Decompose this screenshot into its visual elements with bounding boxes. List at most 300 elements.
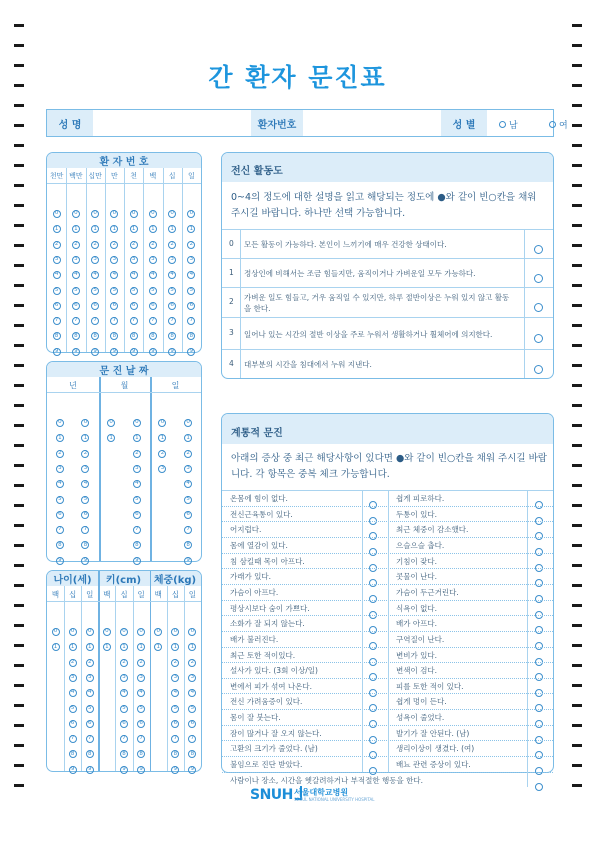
digit-cell[interactable] xyxy=(115,657,132,669)
digit-bubble[interactable]: 3 xyxy=(168,256,176,264)
digit-cell[interactable] xyxy=(143,254,162,266)
digit-bubble[interactable]: 3 xyxy=(81,465,89,473)
digit-cell[interactable] xyxy=(64,626,81,638)
digit-bubble[interactable]: 0 xyxy=(158,419,166,427)
digit-bubble[interactable]: 1 xyxy=(187,225,195,233)
activity-level-option[interactable] xyxy=(534,359,543,378)
digit-cell[interactable] xyxy=(167,703,184,715)
digit-bubble[interactable]: 0 xyxy=(130,210,138,218)
digit-cell[interactable] xyxy=(115,733,132,745)
digit-bubble[interactable]: 4 xyxy=(171,689,179,697)
digit-bubble[interactable]: 3 xyxy=(158,465,166,473)
digit-bubble[interactable]: 0 xyxy=(110,210,118,218)
digit-cell[interactable] xyxy=(182,330,201,342)
digit-bubble[interactable]: 1 xyxy=(86,643,94,651)
digit-bubble[interactable]: 5 xyxy=(91,287,99,295)
digit-cell[interactable] xyxy=(115,687,132,699)
digit-bubble[interactable]: 5 xyxy=(188,705,196,713)
digit-cell[interactable] xyxy=(133,718,150,730)
digit-cell[interactable] xyxy=(124,448,150,460)
digit-bubble[interactable]: 7 xyxy=(86,735,94,743)
digit-cell[interactable] xyxy=(64,748,81,760)
digit-bubble[interactable]: 6 xyxy=(130,302,138,310)
digit-bubble[interactable]: 5 xyxy=(149,287,157,295)
digit-cell[interactable] xyxy=(133,764,150,776)
digit-bubble[interactable]: 9 xyxy=(56,557,64,565)
digit-bubble[interactable]: 5 xyxy=(171,705,179,713)
digit-bubble[interactable]: 3 xyxy=(110,256,118,264)
digit-bubble[interactable]: 7 xyxy=(72,317,80,325)
digit-cell[interactable] xyxy=(86,254,105,266)
digit-cell[interactable] xyxy=(184,672,201,684)
digit-cell[interactable] xyxy=(47,285,66,297)
digit-bubble[interactable]: 5 xyxy=(56,496,64,504)
digit-cell[interactable] xyxy=(98,432,124,444)
digit-cell[interactable] xyxy=(184,687,201,699)
digit-bubble[interactable]: 9 xyxy=(184,557,192,565)
digit-cell[interactable] xyxy=(150,463,176,475)
digit-cell[interactable] xyxy=(163,346,182,358)
digit-bubble[interactable]: 0 xyxy=(81,419,89,427)
digit-cell[interactable] xyxy=(124,432,150,444)
digit-bubble[interactable]: 2 xyxy=(72,241,80,249)
digit-bubble[interactable]: 2 xyxy=(56,450,64,458)
digit-bubble[interactable]: 8 xyxy=(53,332,61,340)
digit-cell[interactable] xyxy=(175,448,201,460)
digit-bubble[interactable]: 2 xyxy=(168,241,176,249)
digit-cell[interactable] xyxy=(105,254,124,266)
digit-cell[interactable] xyxy=(73,555,99,567)
digit-cell[interactable] xyxy=(86,285,105,297)
activity-level-option[interactable] xyxy=(534,328,543,347)
digit-cell[interactable] xyxy=(47,269,66,281)
digit-cell[interactable] xyxy=(175,432,201,444)
digit-cell[interactable] xyxy=(47,448,73,460)
digit-bubble[interactable]: 2 xyxy=(130,241,138,249)
digit-cell[interactable] xyxy=(73,509,99,521)
digit-cell[interactable] xyxy=(167,748,184,760)
digit-bubble[interactable]: 4 xyxy=(187,271,195,279)
digit-bubble[interactable]: 0 xyxy=(103,628,111,636)
digit-cell[interactable] xyxy=(182,315,201,327)
digit-cell[interactable] xyxy=(124,285,143,297)
digit-bubble[interactable]: 1 xyxy=(171,643,179,651)
digit-cell[interactable] xyxy=(115,641,132,653)
digit-cell[interactable] xyxy=(47,254,66,266)
digit-bubble[interactable]: 5 xyxy=(69,705,77,713)
digit-bubble[interactable]: 3 xyxy=(137,674,145,682)
digit-bubble[interactable]: 6 xyxy=(137,720,145,728)
digit-cell[interactable] xyxy=(47,300,66,312)
digit-bubble[interactable]: 0 xyxy=(72,210,80,218)
activity-level-option[interactable] xyxy=(534,268,543,287)
digit-bubble[interactable]: 7 xyxy=(110,317,118,325)
digit-cell[interactable] xyxy=(115,748,132,760)
digit-bubble[interactable]: 7 xyxy=(53,317,61,325)
digit-cell[interactable] xyxy=(81,641,98,653)
digit-cell[interactable] xyxy=(124,509,150,521)
digit-bubble[interactable]: 3 xyxy=(86,674,94,682)
digit-bubble[interactable]: 2 xyxy=(149,241,157,249)
digit-bubble[interactable]: 6 xyxy=(81,511,89,519)
digit-cell[interactable] xyxy=(73,524,99,536)
digit-bubble[interactable]: 8 xyxy=(187,332,195,340)
digit-bubble[interactable]: 7 xyxy=(184,526,192,534)
digit-bubble[interactable]: 1 xyxy=(69,643,77,651)
digit-bubble[interactable]: 2 xyxy=(86,659,94,667)
digit-bubble[interactable]: 4 xyxy=(133,480,141,488)
digit-bubble[interactable]: 4 xyxy=(188,689,196,697)
digit-bubble[interactable]: 3 xyxy=(149,256,157,264)
name-field[interactable] xyxy=(93,110,251,136)
digit-cell[interactable] xyxy=(133,657,150,669)
digit-bubble[interactable]: 6 xyxy=(133,511,141,519)
patient-number-field[interactable] xyxy=(303,110,441,136)
digit-cell[interactable] xyxy=(167,641,184,653)
digit-cell[interactable] xyxy=(81,748,98,760)
digit-cell[interactable] xyxy=(167,764,184,776)
digit-bubble[interactable]: 7 xyxy=(137,735,145,743)
digit-cell[interactable] xyxy=(175,509,201,521)
digit-cell[interactable] xyxy=(81,672,98,684)
digit-cell[interactable] xyxy=(150,626,167,638)
digit-cell[interactable] xyxy=(47,208,66,220)
digit-bubble[interactable]: 1 xyxy=(72,225,80,233)
digit-cell[interactable] xyxy=(124,315,143,327)
digit-cell[interactable] xyxy=(163,239,182,251)
digit-cell[interactable] xyxy=(143,269,162,281)
digit-cell[interactable] xyxy=(47,555,73,567)
digit-cell[interactable] xyxy=(124,239,143,251)
digit-bubble[interactable]: 8 xyxy=(149,332,157,340)
digit-cell[interactable] xyxy=(47,223,66,235)
digit-cell[interactable] xyxy=(182,223,201,235)
digit-bubble[interactable]: 0 xyxy=(171,628,179,636)
digit-bubble[interactable]: 0 xyxy=(53,210,61,218)
digit-bubble[interactable]: 8 xyxy=(81,541,89,549)
digit-cell[interactable] xyxy=(184,703,201,715)
digit-cell[interactable] xyxy=(81,764,98,776)
digit-cell[interactable] xyxy=(124,555,150,567)
digit-cell[interactable] xyxy=(150,417,176,429)
digit-bubble[interactable]: 7 xyxy=(69,735,77,743)
digit-bubble[interactable]: 0 xyxy=(86,628,94,636)
digit-cell[interactable] xyxy=(47,346,66,358)
digit-cell[interactable] xyxy=(47,432,73,444)
digit-bubble[interactable]: 5 xyxy=(86,705,94,713)
digit-bubble[interactable]: 3 xyxy=(69,674,77,682)
digit-bubble[interactable]: 6 xyxy=(149,302,157,310)
digit-bubble[interactable]: 9 xyxy=(130,348,138,356)
digit-bubble[interactable]: 1 xyxy=(158,434,166,442)
digit-cell[interactable] xyxy=(47,315,66,327)
digit-bubble[interactable]: 4 xyxy=(91,271,99,279)
digit-cell[interactable] xyxy=(184,626,201,638)
digit-cell[interactable] xyxy=(64,687,81,699)
digit-bubble[interactable]: 9 xyxy=(168,348,176,356)
digit-bubble[interactable]: 9 xyxy=(188,766,196,774)
activity-level-option[interactable] xyxy=(534,239,543,258)
digit-bubble[interactable]: 4 xyxy=(168,271,176,279)
digit-cell[interactable] xyxy=(143,300,162,312)
digit-bubble[interactable]: 2 xyxy=(158,450,166,458)
digit-cell[interactable] xyxy=(184,718,201,730)
digit-bubble[interactable]: 4 xyxy=(110,271,118,279)
digit-cell[interactable] xyxy=(47,524,73,536)
digit-bubble[interactable]: 3 xyxy=(188,674,196,682)
digit-bubble[interactable]: 9 xyxy=(133,557,141,565)
digit-bubble[interactable]: 3 xyxy=(56,465,64,473)
digit-bubble[interactable]: 9 xyxy=(120,766,128,774)
digit-cell[interactable] xyxy=(182,269,201,281)
digit-cell[interactable] xyxy=(133,748,150,760)
symptom-checkbox[interactable] xyxy=(535,776,543,795)
digit-bubble[interactable]: 4 xyxy=(81,480,89,488)
digit-cell[interactable] xyxy=(47,509,73,521)
digit-cell[interactable] xyxy=(124,478,150,490)
digit-bubble[interactable]: 3 xyxy=(133,465,141,473)
digit-cell[interactable] xyxy=(66,330,85,342)
digit-bubble[interactable]: 0 xyxy=(107,419,115,427)
digit-cell[interactable] xyxy=(105,315,124,327)
digit-bubble[interactable]: 1 xyxy=(103,643,111,651)
digit-bubble[interactable]: 1 xyxy=(110,225,118,233)
digit-cell[interactable] xyxy=(81,687,98,699)
digit-bubble[interactable]: 3 xyxy=(130,256,138,264)
digit-cell[interactable] xyxy=(73,417,99,429)
digit-cell[interactable] xyxy=(124,254,143,266)
digit-bubble[interactable]: 7 xyxy=(171,735,179,743)
digit-cell[interactable] xyxy=(66,239,85,251)
digit-bubble[interactable]: 0 xyxy=(154,628,162,636)
digit-bubble[interactable]: 1 xyxy=(154,643,162,651)
digit-bubble[interactable]: 5 xyxy=(81,496,89,504)
digit-bubble[interactable]: 6 xyxy=(171,720,179,728)
digit-bubble[interactable]: 7 xyxy=(187,317,195,325)
digit-cell[interactable] xyxy=(115,764,132,776)
digit-cell[interactable] xyxy=(133,703,150,715)
sex-male-option[interactable]: 남 xyxy=(499,118,518,131)
digit-bubble[interactable]: 3 xyxy=(120,674,128,682)
digit-cell[interactable] xyxy=(105,346,124,358)
activity-level-option[interactable] xyxy=(534,297,543,316)
digit-bubble[interactable]: 8 xyxy=(69,750,77,758)
digit-cell[interactable] xyxy=(66,315,85,327)
digit-bubble[interactable]: 8 xyxy=(184,541,192,549)
digit-cell[interactable] xyxy=(182,239,201,251)
digit-cell[interactable] xyxy=(175,524,201,536)
digit-bubble[interactable]: 2 xyxy=(91,241,99,249)
digit-cell[interactable] xyxy=(167,626,184,638)
digit-cell[interactable] xyxy=(47,417,73,429)
digit-cell[interactable] xyxy=(98,417,124,429)
digit-bubble[interactable]: 8 xyxy=(86,750,94,758)
digit-cell[interactable] xyxy=(150,432,176,444)
digit-bubble[interactable]: 9 xyxy=(149,348,157,356)
digit-cell[interactable] xyxy=(66,285,85,297)
digit-bubble[interactable]: 9 xyxy=(91,348,99,356)
digit-cell[interactable] xyxy=(143,223,162,235)
digit-bubble[interactable]: 9 xyxy=(110,348,118,356)
digit-cell[interactable] xyxy=(73,463,99,475)
digit-cell[interactable] xyxy=(175,539,201,551)
digit-bubble[interactable]: 5 xyxy=(184,496,192,504)
digit-bubble[interactable]: 2 xyxy=(133,450,141,458)
digit-bubble[interactable]: 5 xyxy=(53,287,61,295)
digit-bubble[interactable]: 8 xyxy=(188,750,196,758)
digit-bubble[interactable]: 6 xyxy=(91,302,99,310)
digit-bubble[interactable]: 4 xyxy=(130,271,138,279)
sex-female-option[interactable]: 여 xyxy=(549,118,568,131)
digit-cell[interactable] xyxy=(64,718,81,730)
digit-cell[interactable] xyxy=(86,208,105,220)
digit-bubble[interactable]: 2 xyxy=(110,241,118,249)
digit-bubble[interactable]: 0 xyxy=(120,628,128,636)
digit-bubble[interactable]: 6 xyxy=(53,302,61,310)
digit-cell[interactable] xyxy=(167,687,184,699)
digit-bubble[interactable]: 0 xyxy=(188,628,196,636)
digit-bubble[interactable]: 6 xyxy=(69,720,77,728)
digit-bubble[interactable]: 6 xyxy=(120,720,128,728)
digit-cell[interactable] xyxy=(86,330,105,342)
digit-bubble[interactable]: 0 xyxy=(137,628,145,636)
digit-cell[interactable] xyxy=(150,448,176,460)
digit-cell[interactable] xyxy=(81,626,98,638)
digit-cell[interactable] xyxy=(124,494,150,506)
digit-cell[interactable] xyxy=(124,417,150,429)
digit-bubble[interactable]: 7 xyxy=(56,526,64,534)
digit-cell[interactable] xyxy=(133,687,150,699)
digit-bubble[interactable]: 0 xyxy=(184,419,192,427)
digit-cell[interactable] xyxy=(105,330,124,342)
digit-cell[interactable] xyxy=(66,300,85,312)
digit-cell[interactable] xyxy=(64,657,81,669)
digit-bubble[interactable]: 1 xyxy=(184,434,192,442)
digit-bubble[interactable]: 5 xyxy=(72,287,80,295)
digit-bubble[interactable]: 2 xyxy=(171,659,179,667)
digit-cell[interactable] xyxy=(163,315,182,327)
digit-bubble[interactable]: 8 xyxy=(120,750,128,758)
digit-bubble[interactable]: 6 xyxy=(72,302,80,310)
digit-cell[interactable] xyxy=(143,330,162,342)
digit-bubble[interactable]: 6 xyxy=(110,302,118,310)
digit-bubble[interactable]: 1 xyxy=(188,643,196,651)
digit-cell[interactable] xyxy=(163,285,182,297)
digit-cell[interactable] xyxy=(124,346,143,358)
digit-bubble[interactable]: 1 xyxy=(120,643,128,651)
digit-bubble[interactable]: 0 xyxy=(187,210,195,218)
digit-cell[interactable] xyxy=(47,641,64,653)
digit-bubble[interactable]: 9 xyxy=(187,348,195,356)
digit-bubble[interactable]: 7 xyxy=(149,317,157,325)
digit-cell[interactable] xyxy=(73,478,99,490)
digit-cell[interactable] xyxy=(124,463,150,475)
digit-cell[interactable] xyxy=(124,539,150,551)
digit-bubble[interactable]: 9 xyxy=(86,766,94,774)
digit-cell[interactable] xyxy=(64,733,81,745)
digit-cell[interactable] xyxy=(66,254,85,266)
digit-cell[interactable] xyxy=(81,733,98,745)
digit-bubble[interactable]: 8 xyxy=(137,750,145,758)
digit-bubble[interactable]: 1 xyxy=(130,225,138,233)
digit-cell[interactable] xyxy=(73,539,99,551)
digit-cell[interactable] xyxy=(182,346,201,358)
digit-cell[interactable] xyxy=(167,672,184,684)
digit-cell[interactable] xyxy=(64,703,81,715)
digit-cell[interactable] xyxy=(143,208,162,220)
digit-cell[interactable] xyxy=(98,626,115,638)
digit-bubble[interactable]: 3 xyxy=(171,674,179,682)
digit-cell[interactable] xyxy=(175,463,201,475)
digit-bubble[interactable]: 0 xyxy=(149,210,157,218)
digit-bubble[interactable]: 1 xyxy=(81,434,89,442)
digit-cell[interactable] xyxy=(124,524,150,536)
digit-cell[interactable] xyxy=(124,269,143,281)
digit-cell[interactable] xyxy=(73,494,99,506)
digit-bubble[interactable]: 4 xyxy=(149,271,157,279)
digit-bubble[interactable]: 0 xyxy=(56,419,64,427)
digit-bubble[interactable]: 4 xyxy=(184,480,192,488)
digit-bubble[interactable]: 2 xyxy=(137,659,145,667)
digit-bubble[interactable]: 0 xyxy=(91,210,99,218)
digit-bubble[interactable]: 6 xyxy=(168,302,176,310)
digit-cell[interactable] xyxy=(86,300,105,312)
digit-cell[interactable] xyxy=(115,718,132,730)
digit-bubble[interactable]: 0 xyxy=(69,628,77,636)
digit-bubble[interactable]: 7 xyxy=(81,526,89,534)
digit-bubble[interactable]: 3 xyxy=(187,256,195,264)
digit-bubble[interactable]: 5 xyxy=(110,287,118,295)
digit-cell[interactable] xyxy=(175,494,201,506)
digit-bubble[interactable]: 8 xyxy=(130,332,138,340)
digit-bubble[interactable]: 6 xyxy=(184,511,192,519)
digit-cell[interactable] xyxy=(163,269,182,281)
digit-cell[interactable] xyxy=(182,208,201,220)
digit-bubble[interactable]: 6 xyxy=(86,720,94,728)
digit-cell[interactable] xyxy=(124,330,143,342)
digit-bubble[interactable]: 3 xyxy=(91,256,99,264)
digit-bubble[interactable]: 1 xyxy=(133,434,141,442)
digit-bubble[interactable]: 1 xyxy=(53,225,61,233)
digit-bubble[interactable]: 8 xyxy=(72,332,80,340)
digit-bubble[interactable]: 8 xyxy=(56,541,64,549)
digit-cell[interactable] xyxy=(175,478,201,490)
digit-bubble[interactable]: 7 xyxy=(168,317,176,325)
digit-bubble[interactable]: 2 xyxy=(188,659,196,667)
digit-bubble[interactable]: 4 xyxy=(56,480,64,488)
digit-cell[interactable] xyxy=(184,748,201,760)
digit-cell[interactable] xyxy=(86,346,105,358)
digit-cell[interactable] xyxy=(47,478,73,490)
digit-cell[interactable] xyxy=(66,223,85,235)
digit-bubble[interactable]: 3 xyxy=(184,465,192,473)
digit-cell[interactable] xyxy=(143,315,162,327)
digit-bubble[interactable]: 7 xyxy=(120,735,128,743)
digit-bubble[interactable]: 9 xyxy=(69,766,77,774)
digit-cell[interactable] xyxy=(66,208,85,220)
digit-bubble[interactable]: 2 xyxy=(187,241,195,249)
digit-cell[interactable] xyxy=(163,330,182,342)
digit-bubble[interactable]: 7 xyxy=(91,317,99,325)
digit-bubble[interactable]: 9 xyxy=(137,766,145,774)
digit-bubble[interactable]: 2 xyxy=(69,659,77,667)
digit-cell[interactable] xyxy=(143,346,162,358)
digit-cell[interactable] xyxy=(182,285,201,297)
digit-bubble[interactable]: 3 xyxy=(53,256,61,264)
digit-bubble[interactable]: 1 xyxy=(91,225,99,233)
digit-cell[interactable] xyxy=(105,300,124,312)
digit-cell[interactable] xyxy=(105,239,124,251)
